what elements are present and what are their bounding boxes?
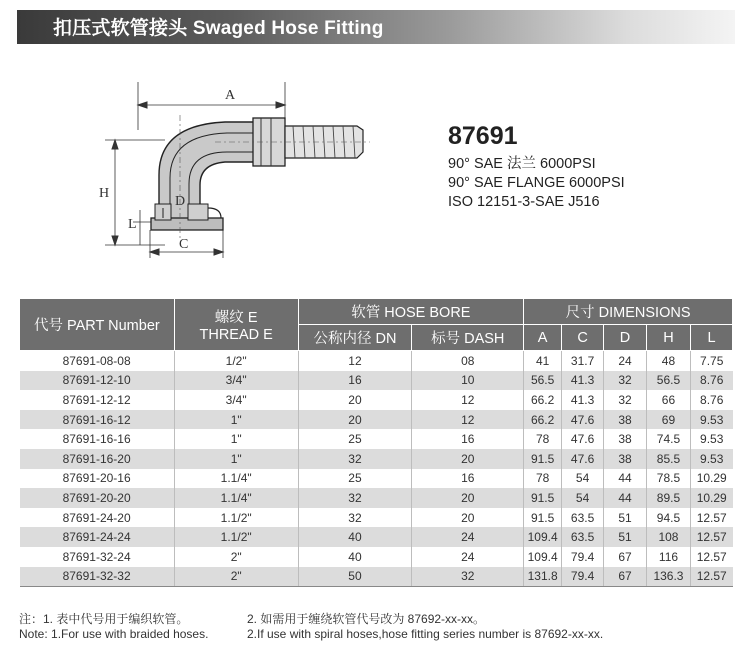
table-cell: 67 bbox=[604, 567, 647, 587]
table-cell: 108 bbox=[647, 527, 691, 547]
table-row bbox=[20, 508, 733, 528]
table-cell: 63.5 bbox=[562, 508, 604, 528]
dim-h-label: H bbox=[99, 186, 110, 201]
table-cell: 24 bbox=[412, 547, 524, 567]
table-cell: 91.5 bbox=[524, 508, 562, 528]
col-header-part: 代号 PART Number bbox=[20, 299, 175, 351]
note-en-1: Note: 1.For use with braided hoses. bbox=[19, 627, 209, 641]
table-cell: 2" bbox=[174, 547, 298, 567]
fitting-drawing bbox=[95, 80, 375, 270]
table-cell: 78 bbox=[524, 469, 562, 489]
header-banner bbox=[17, 10, 735, 44]
table-cell: 32 bbox=[412, 567, 524, 587]
table-cell: 20 bbox=[412, 508, 524, 528]
table-cell: 91.5 bbox=[524, 449, 562, 469]
table-cell: 136.3 bbox=[647, 567, 691, 587]
table-cell: 41 bbox=[524, 351, 562, 371]
table-cell: 20 bbox=[412, 449, 524, 469]
table-cell: 50 bbox=[298, 567, 412, 587]
table-cell: 47.6 bbox=[562, 429, 604, 449]
table-cell: 12 bbox=[412, 390, 524, 410]
table-row bbox=[20, 469, 733, 489]
table-cell: 31.7 bbox=[562, 351, 604, 371]
table-cell: 20 bbox=[298, 410, 412, 430]
table-cell: 66 bbox=[647, 390, 691, 410]
table-cell: 87691-16-20 bbox=[20, 449, 175, 469]
table-cell: 32 bbox=[298, 488, 412, 508]
table-cell: 12.57 bbox=[690, 547, 732, 567]
table-cell: 109.4 bbox=[524, 527, 562, 547]
col-header-hose-bore: 软管 HOSE BORE bbox=[298, 299, 524, 325]
dim-l-label: L bbox=[128, 217, 137, 232]
product-model: 87691 bbox=[448, 122, 518, 150]
spec-table bbox=[19, 298, 733, 587]
product-spec-en: 90° SAE FLANGE 6000PSI bbox=[448, 175, 625, 191]
table-cell: 41.3 bbox=[562, 371, 604, 391]
col-header-dn: 公称内径 DN bbox=[298, 325, 412, 351]
table-cell: 38 bbox=[604, 429, 647, 449]
table-cell: 66.2 bbox=[524, 390, 562, 410]
spec-table-body bbox=[20, 351, 733, 587]
table-cell: 1" bbox=[174, 410, 298, 430]
table-cell: 87691-32-24 bbox=[20, 547, 175, 567]
table-cell: 78 bbox=[524, 429, 562, 449]
table-cell: 20 bbox=[298, 390, 412, 410]
table-cell: 87691-12-12 bbox=[20, 390, 175, 410]
table-cell: 1" bbox=[174, 449, 298, 469]
table-cell: 12.57 bbox=[690, 567, 732, 587]
table-cell: 87691-24-24 bbox=[20, 527, 175, 547]
table-cell: 12 bbox=[412, 410, 524, 430]
table-cell: 12.57 bbox=[690, 527, 732, 547]
table-cell: 1.1/2" bbox=[174, 508, 298, 528]
table-row bbox=[20, 410, 733, 430]
table-cell: 3/4" bbox=[174, 371, 298, 391]
notes bbox=[19, 612, 604, 642]
table-cell: 87691-16-12 bbox=[20, 410, 175, 430]
table-cell: 87691-16-16 bbox=[20, 429, 175, 449]
table-cell: 87691-12-10 bbox=[20, 371, 175, 391]
dim-c-label: C bbox=[179, 237, 189, 252]
table-cell: 32 bbox=[298, 508, 412, 528]
table-cell: 131.8 bbox=[524, 567, 562, 587]
table-cell: 9.53 bbox=[690, 449, 732, 469]
dim-a-label: A bbox=[225, 88, 236, 103]
table-cell: 1" bbox=[174, 429, 298, 449]
table-cell: 87691-24-20 bbox=[20, 508, 175, 528]
table-cell: 89.5 bbox=[647, 488, 691, 508]
table-cell: 9.53 bbox=[690, 429, 732, 449]
col-header-a: A bbox=[524, 325, 562, 351]
table-cell: 63.5 bbox=[562, 527, 604, 547]
table-cell: 24 bbox=[604, 351, 647, 371]
table-row bbox=[20, 527, 733, 547]
col-header-l: L bbox=[690, 325, 732, 351]
thread-header-cn: 螺纹 E bbox=[214, 310, 258, 326]
table-cell: 87691-08-08 bbox=[20, 351, 175, 371]
table-cell: 44 bbox=[604, 488, 647, 508]
table-cell: 12 bbox=[298, 351, 412, 371]
col-header-h: H bbox=[647, 325, 691, 351]
table-cell: 32 bbox=[604, 371, 647, 391]
table-cell: 1.1/4" bbox=[174, 469, 298, 489]
table-row bbox=[20, 351, 733, 371]
product-spec-iso: ISO 12151-3-SAE J516 bbox=[448, 194, 600, 210]
table-cell: 25 bbox=[298, 469, 412, 489]
table-cell: 67 bbox=[604, 547, 647, 567]
table-cell: 16 bbox=[412, 429, 524, 449]
table-cell: 51 bbox=[604, 508, 647, 528]
table-cell: 56.5 bbox=[647, 371, 691, 391]
table-cell: 1.1/4" bbox=[174, 488, 298, 508]
table-cell: 32 bbox=[298, 449, 412, 469]
thread-header-en: THREAD E bbox=[199, 327, 273, 343]
table-cell: 20 bbox=[412, 488, 524, 508]
table-cell: 109.4 bbox=[524, 547, 562, 567]
note-cn-1: 注：1. 表中代号用于编织软管。 bbox=[19, 612, 189, 626]
table-cell: 85.5 bbox=[647, 449, 691, 469]
table-cell: 7.75 bbox=[690, 351, 732, 371]
table-cell: 47.6 bbox=[562, 449, 604, 469]
table-cell: 87691-20-20 bbox=[20, 488, 175, 508]
table-cell: 8.76 bbox=[690, 371, 732, 391]
note-en-2: 2.If use with spiral hoses,hose fitting series number is 87692-xx-xx. bbox=[247, 627, 604, 641]
table-cell: 74.5 bbox=[647, 429, 691, 449]
table-row bbox=[20, 547, 733, 567]
table-cell: 16 bbox=[298, 371, 412, 391]
table-cell: 40 bbox=[298, 527, 412, 547]
product-spec-cn: 90° SAE 法兰 6000PSI bbox=[448, 156, 596, 172]
table-cell: 78.5 bbox=[647, 469, 691, 489]
table-cell: 9.53 bbox=[690, 410, 732, 430]
col-header-thread bbox=[174, 299, 298, 351]
table-cell: 94.5 bbox=[647, 508, 691, 528]
table-cell: 69 bbox=[647, 410, 691, 430]
table-row bbox=[20, 429, 733, 449]
table-row bbox=[20, 390, 733, 410]
table-cell: 54 bbox=[562, 488, 604, 508]
table-cell: 10 bbox=[412, 371, 524, 391]
notes-col-2 bbox=[247, 612, 603, 642]
table-cell: 12.57 bbox=[690, 508, 732, 528]
table-cell: 66.2 bbox=[524, 410, 562, 430]
table-cell: 38 bbox=[604, 449, 647, 469]
table-cell: 8.76 bbox=[690, 390, 732, 410]
table-cell: 08 bbox=[412, 351, 524, 371]
table-cell: 87691-32-32 bbox=[20, 567, 175, 587]
table-cell: 116 bbox=[647, 547, 691, 567]
table-cell: 40 bbox=[298, 547, 412, 567]
table-row bbox=[20, 371, 733, 391]
table-cell: 87691-20-16 bbox=[20, 469, 175, 489]
table-row bbox=[20, 488, 733, 508]
table-cell: 54 bbox=[562, 469, 604, 489]
product-info bbox=[448, 122, 625, 212]
table-cell: 10.29 bbox=[690, 469, 732, 489]
table-cell: 47.6 bbox=[562, 410, 604, 430]
table-row bbox=[20, 449, 733, 469]
dim-d-label: D bbox=[175, 194, 186, 209]
table-cell: 38 bbox=[604, 410, 647, 430]
table-row bbox=[20, 567, 733, 587]
col-header-d: D bbox=[604, 325, 647, 351]
table-cell: 48 bbox=[647, 351, 691, 371]
table-cell: 91.5 bbox=[524, 488, 562, 508]
table-cell: 79.4 bbox=[562, 547, 604, 567]
table-cell: 1.1/2" bbox=[174, 527, 298, 547]
table-cell: 51 bbox=[604, 527, 647, 547]
table-cell: 10.29 bbox=[690, 488, 732, 508]
table-cell: 32 bbox=[604, 390, 647, 410]
table-cell: 79.4 bbox=[562, 567, 604, 587]
note-cn-2: 2. 如需用于缠绕软管代号改为 87692-xx-xx。 bbox=[247, 612, 486, 626]
table-cell: 3/4" bbox=[174, 390, 298, 410]
col-header-c: C bbox=[562, 325, 604, 351]
table-cell: 44 bbox=[604, 469, 647, 489]
page-title: 扣压式软管接头 Swaged Hose Fitting bbox=[53, 18, 384, 39]
table-cell: 16 bbox=[412, 469, 524, 489]
table-cell: 56.5 bbox=[524, 371, 562, 391]
table-cell: 2" bbox=[174, 567, 298, 587]
col-header-dash: 标号 DASH bbox=[412, 325, 524, 351]
col-header-dimensions: 尺寸 DIMENSIONS bbox=[524, 299, 733, 325]
table-cell: 24 bbox=[412, 527, 524, 547]
table-cell: 1/2" bbox=[174, 351, 298, 371]
table-cell: 25 bbox=[298, 429, 412, 449]
table-cell: 41.3 bbox=[562, 390, 604, 410]
